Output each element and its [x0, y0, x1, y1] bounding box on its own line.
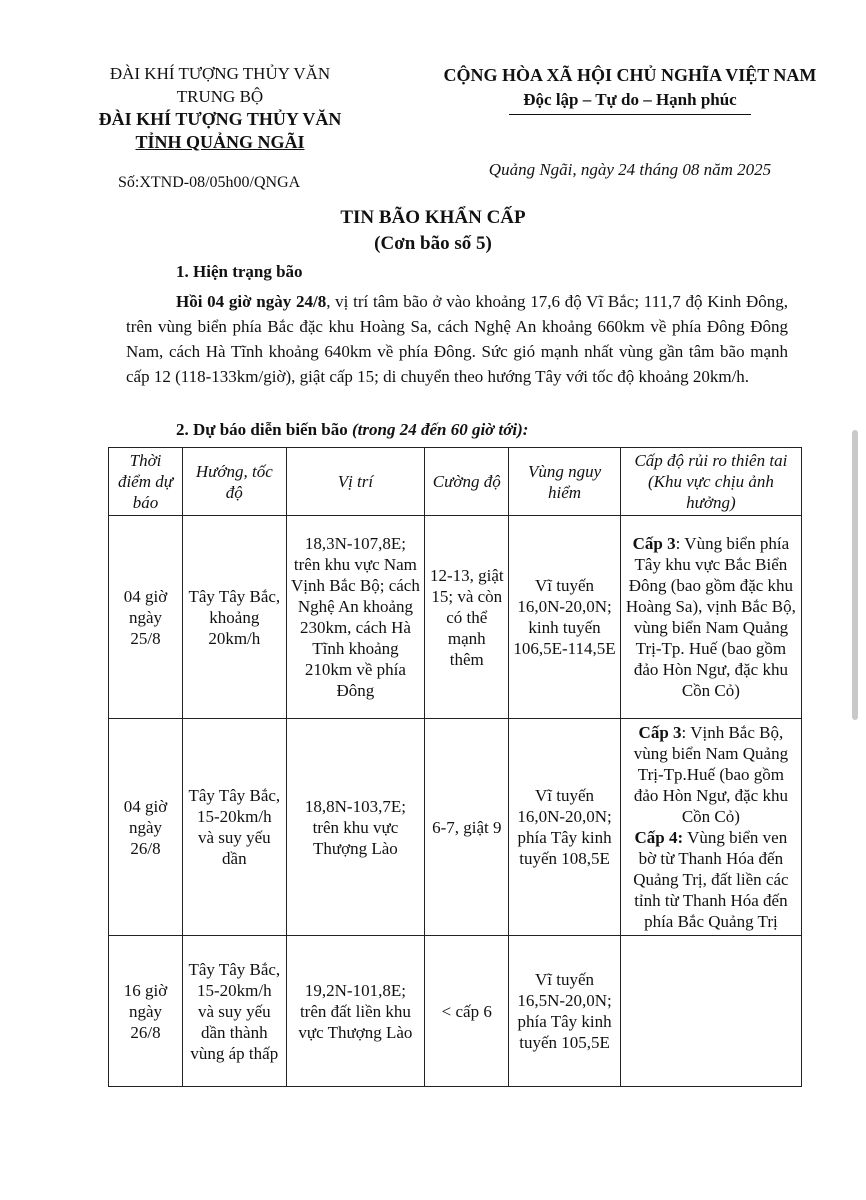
- header-intensity: Cường độ: [425, 448, 509, 516]
- cell-danger-zone: Vĩ tuyến 16,0N-20,0N; phía Tây kinh tuyến 108,5E: [509, 719, 620, 936]
- table-header-row: [109, 448, 802, 516]
- cell-risk-level: [620, 936, 801, 1087]
- section2-heading-italic: (trong 24 đến 60 giờ tới):: [352, 420, 529, 439]
- cell-danger-zone: Vĩ tuyến 16,0N-20,0N; kinh tuyến 106,5E-114,5E: [509, 516, 620, 719]
- cell-direction: Tây Tây Bắc, 15-20km/h và suy yếu dần thành vùng áp thấp: [182, 936, 286, 1087]
- risk-label: Cấp 3: [632, 534, 676, 553]
- cell-position: 19,2N-101,8E; trên đất liền khu vực Thượng Lào: [286, 936, 425, 1087]
- place-date: Quảng Ngãi, ngày 24 tháng 08 năm 2025: [488, 160, 772, 179]
- cell-time: 04 giờ ngày 25/8: [109, 516, 183, 719]
- agency-line1: ĐÀI KHÍ TƯỢNG THỦY VĂN: [109, 64, 331, 83]
- risk-text: Vùng biển ven bờ từ Thanh Hóa đến Quảng Trị, đất liền các tỉnh từ Thanh Hóa đến phía Bắc Quảng Trị: [633, 828, 789, 931]
- risk-text: : Vùng biển phía Tây khu vực Bắc Biển Đông (bao gồm đặc khu Hoàng Sa), vịnh Bắc Bộ, vùng biển Nam Quảng Trị-Tp. Huế (bao gồm đảo Hòn Ngư, đặc khu Cồn Cỏ): [625, 534, 796, 700]
- header-risk-level: Cấp độ rủi ro thiên tai (Khu vực chịu ảnh hưởng): [620, 448, 801, 516]
- scrollbar[interactable]: [852, 430, 858, 720]
- header-danger-zone: Vùng nguy hiểm: [509, 448, 620, 516]
- cell-risk-level: [620, 719, 801, 936]
- risk-label: Cấp 4:: [634, 828, 684, 847]
- section1-text: , vị trí tâm bão ở vào khoảng 17,6 độ Vĩ Bắc; 111,7 độ Kinh Đông, trên vùng biển phía Bắc đặc khu Hoàng Sa, cách Nghệ An khoảng 660km về phía Đông Đông Nam, cách Hà Tĩnh khoảng 640km về phía Đông. Sức gió mạnh nhất vùng gần tâm bão mạnh cấp 12 (118-133km/giờ), giật cấp 15; di chuyển theo hướng Tây với tốc độ khoảng 20km/h.: [126, 292, 789, 386]
- section1-heading: 1. Hiện trạng bão: [176, 262, 303, 281]
- table-row: [109, 936, 802, 1087]
- section1-lead: Hồi 04 giờ ngày 24/8: [176, 292, 327, 311]
- risk-text: : Vịnh Bắc Bộ, vùng biển Nam Quảng Trị-Tp.Huế (bao gồm đảo Hòn Ngư, đặc khu Cồn Cỏ): [633, 723, 789, 826]
- cell-position: 18,8N-103,7E; trên khu vực Thượng Lào: [286, 719, 425, 936]
- cell-direction: Tây Tây Bắc, khoảng 20km/h: [182, 516, 286, 719]
- cell-intensity: < cấp 6: [425, 936, 509, 1087]
- title-main: TIN BÃO KHẨN CẤP: [340, 207, 526, 228]
- country-name: CỘNG HÒA XÃ HỘI CHỦ NGHĨA VIỆT NAM: [443, 65, 817, 85]
- cell-risk-level: [620, 516, 801, 719]
- cell-danger-zone: Vĩ tuyến 16,5N-20,0N; phía Tây kinh tuyến 105,5E: [509, 936, 620, 1087]
- agency-line2: TRUNG BỘ: [176, 87, 264, 106]
- section1-paragraph: [126, 289, 788, 389]
- header-direction: Hướng, tốc độ: [182, 448, 286, 516]
- cell-intensity: 6-7, giật 9: [425, 719, 509, 936]
- document-title: [0, 205, 866, 257]
- station-line1: ĐÀI KHÍ TƯỢNG THỦY VĂN: [98, 109, 342, 129]
- national-header: [410, 62, 850, 115]
- title-sub: (Cơn bão số 5): [374, 233, 492, 254]
- table-row: [109, 516, 802, 719]
- agency-header: [60, 62, 380, 154]
- section2-heading-text: 2. Dự báo diễn biến bão: [176, 420, 352, 439]
- doc-number: Số:XTND-08/05h00/QNGA: [118, 174, 301, 191]
- cell-time: 04 giờ ngày 26/8: [109, 719, 183, 936]
- table-row: [109, 719, 802, 936]
- national-motto: Độc lập – Tự do – Hạnh phúc: [509, 88, 750, 115]
- forecast-table: [108, 447, 802, 1087]
- risk-label: Cấp 3: [638, 723, 682, 742]
- header-time: Thời điểm dự báo: [109, 448, 183, 516]
- cell-position: 18,3N-107,8E; trên khu vực Nam Vịnh Bắc Bộ; cách Nghệ An khoảng 230km, cách Hà Tĩnh khoảng 210km về phía Đông: [286, 516, 425, 719]
- cell-intensity: 12-13, giật 15; và còn có thể mạnh thêm: [425, 516, 509, 719]
- cell-direction: Tây Tây Bắc, 15-20km/h và suy yếu dần: [182, 719, 286, 936]
- cell-time: 16 giờ ngày 26/8: [109, 936, 183, 1087]
- station-line2: TỈNH QUẢNG NGÃI: [135, 132, 305, 152]
- header-position: Vị trí: [286, 448, 425, 516]
- section2-heading: [176, 420, 528, 440]
